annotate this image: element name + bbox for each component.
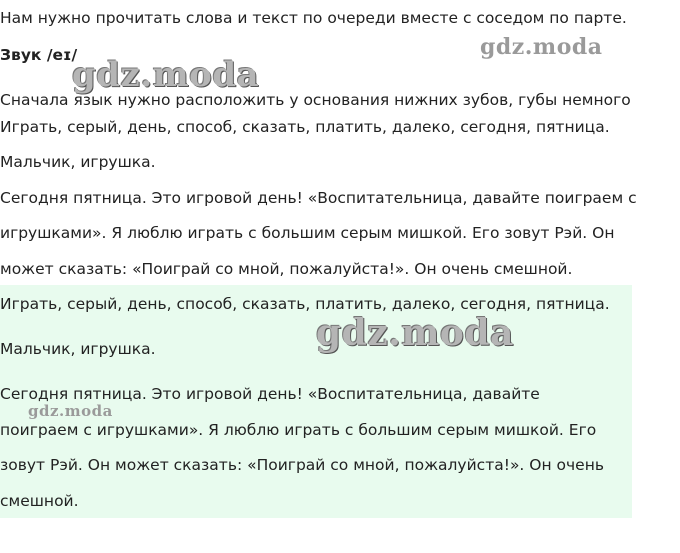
sound-heading: Звук /eɪ/: [0, 46, 78, 64]
section1-text-line: может сказать: «Поиграй со мной, пожалуйста!». Он очень смешной.: [0, 260, 573, 278]
instruction-text: Сначала язык нужно расположить у основания нижних зубов, губы немного: [0, 91, 631, 109]
section2-boy-toy: Мальчик, игрушка.: [0, 340, 156, 358]
watermark: gdz.moda: [28, 402, 113, 420]
section1-text-line: игрушками». Я люблю играть с большим серым мишкой. Его зовут Рэй. Он: [0, 224, 615, 242]
section2-text-line: Сегодня пятница. Это игровой день! «Воспитательница, давайте: [0, 385, 540, 403]
section2-text-line: зовут Рэй. Он может сказать: «Поиграй со мной, пожалуйста!». Он очень: [0, 456, 604, 474]
watermark: gdz.moda: [316, 312, 514, 354]
intro-text: Нам нужно прочитать слова и текст по очереди вместе с соседом по парте.: [0, 9, 627, 27]
section2-text-line: смешной.: [0, 492, 79, 510]
watermark: gdz.moda: [72, 55, 260, 95]
section1-text-line: Сегодня пятница. Это игровой день! «Воспитательница, давайте поиграем с: [0, 189, 637, 207]
section2-words: Играть, серый, день, способ, сказать, платить, далеко, сегодня, пятница.: [0, 295, 610, 313]
watermark: gdz.moda: [480, 34, 603, 60]
section1-boy-toy: Мальчик, игрушка.: [0, 153, 156, 171]
section1-words: Играть, серый, день, способ, сказать, платить, далеко, сегодня, пятница.: [0, 118, 610, 136]
section2-text-line: поиграем с игрушками». Я люблю играть с большим серым мишкой. Его: [0, 421, 597, 439]
